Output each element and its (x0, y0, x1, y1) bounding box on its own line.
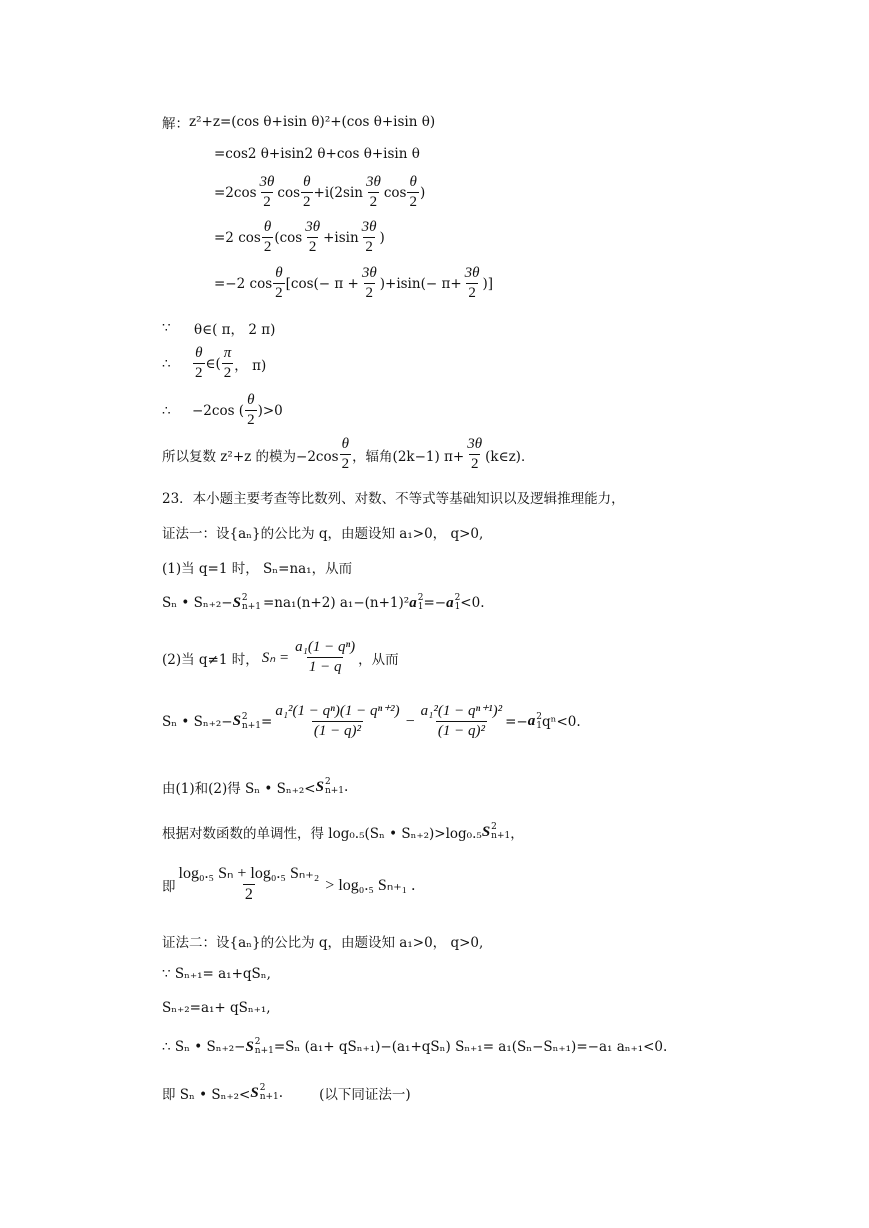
scripts: 2 n+1 (324, 777, 345, 796)
fraction: $\frac{3\theta}{2}$ (467, 436, 483, 472)
case-1-equation (162, 594, 485, 612)
text: . (344, 779, 349, 795)
text: (k∈z)． (485, 448, 535, 465)
text: =− (423, 595, 447, 611)
solution-label: 解： (162, 116, 189, 132)
S-symbol: S (245, 1038, 254, 1055)
text: )>0 (257, 402, 283, 419)
solution-line-5 (214, 266, 493, 301)
text: 证法二：设{aₙ}的公比为 q，由题设知 a₁>0， q>0, (162, 935, 484, 951)
text: (2)当 q≠1 时， (162, 651, 259, 668)
S-symbol: S (315, 778, 324, 795)
text: ，辐角(2k−1) π+ (352, 448, 465, 465)
a-symbol: a (527, 713, 536, 729)
therefore-symbol: ∴ (162, 355, 171, 372)
solution-line-4 (214, 220, 385, 255)
scripts: 2 1 (454, 593, 461, 612)
S-symbol: S (232, 713, 241, 729)
text: 由(1)和(2)得 Sₙ • Sₙ₊₂< (162, 781, 316, 797)
log-fraction: $\frac{\text{log₀.₅ Sₙ + log₀.₅ Sₙ₊₂}}{2}$ (178, 865, 320, 903)
text: [cos(− π + (285, 275, 359, 292)
text: =2cos (214, 184, 257, 201)
text: 根据对数函数的单调性，得 log₀.₅(Sₙ • Sₙ₊₂)>log₀.₅ (162, 826, 482, 842)
text: ∈( (205, 355, 221, 372)
S-symbol: S (481, 823, 491, 840)
fraction: $\frac{\theta}{2}$ (275, 265, 283, 301)
case-2-head (162, 640, 399, 675)
result-line (162, 777, 348, 797)
fraction: $\frac{3\theta}{2}$ (361, 265, 377, 301)
fraction: $\frac{3\theta}{2}$ (259, 174, 275, 210)
text: =−2 cos (214, 275, 273, 292)
fraction: $\frac{3\theta}{2}$ (305, 219, 321, 255)
text: 所以复数 z²+z 的模为−2cos (162, 448, 339, 465)
text: 即 Sₙ • Sₙ₊₂< (162, 1087, 251, 1103)
text: Sₙ = (261, 650, 290, 666)
text: (cos (274, 229, 303, 246)
a-symbol: a (409, 594, 417, 611)
because-symbol: ∵ (162, 320, 171, 336)
fraction: $\frac{\pi}{2}$ (223, 345, 232, 381)
text: +isin (323, 229, 359, 246)
text: =Sₙ (a₁+ qSₙ₊₁)−(a₁+qSₙ) Sₙ₊₁= a₁(Sₙ−Sₙ₊₁)=−a₁ aₙ₊₁<0. (273, 1039, 668, 1055)
fraction: $\frac{3\theta}{2}$ (464, 265, 480, 301)
text: ， (510, 826, 524, 842)
text: ) (419, 184, 426, 201)
proof-2-head (162, 931, 483, 951)
fraction: $\frac{\theta}{2}$ (195, 345, 203, 381)
fraction: $\frac{3\theta}{2}$ (361, 219, 377, 255)
scripts: 2 1 (417, 593, 424, 612)
solution-expression: z²+z=(cos θ+isin θ)²+(cos θ+isin θ) (189, 114, 436, 130)
text: ∵ Sₙ₊₁= a₁+qSₙ, (162, 966, 271, 982)
a-symbol: a (446, 594, 454, 611)
text: ， π) (234, 357, 267, 374)
Sn-formula-fraction: $\frac{\text{a₁(1 − qⁿ)}}{1 - q}$ (295, 639, 356, 675)
fraction: $\frac{\theta}{2}$ (303, 174, 311, 210)
fraction: $\frac{\theta}{2}$ (247, 392, 255, 428)
text: qⁿ<0. (541, 713, 581, 730)
proof-1-head (162, 522, 483, 542)
solution-line-2 (214, 146, 420, 162)
expression: =cos2 θ+isin2 θ+cos θ+isin θ (214, 146, 420, 162)
solution-line-1 (162, 112, 435, 132)
fraction: $\frac{\theta}{2}$ (263, 219, 272, 255)
S-symbol: S (250, 1084, 259, 1101)
therefore-line-2 (162, 393, 283, 428)
text: > log₀.₅ Sₙ₊₁ . (325, 876, 416, 894)
proof-2-end (162, 1083, 411, 1103)
text: −2cos ( (192, 402, 245, 419)
text: +i(2sin (313, 184, 363, 201)
scripts: 2 1 (536, 711, 542, 731)
scripts: 2 n+1 (254, 1037, 274, 1056)
text: Sₙ₊₂=a₁+ qSₙ₊₁, (162, 1000, 271, 1016)
text: cos (277, 184, 301, 201)
text: ) (379, 229, 385, 246)
fraction: $\frac{\theta}{2}$ (341, 436, 350, 472)
text: θ∈( π， 2 π) (194, 322, 276, 338)
text: =2 cos (214, 229, 261, 246)
text: Sₙ • Sₙ₊₂− (162, 595, 233, 611)
scripts: 2 n+1 (491, 822, 511, 841)
fraction: $\frac{\text{a₁²(1 − qⁿ⁺¹)²}}{\text{(1 − q)²}}$ (420, 703, 503, 739)
fraction: $\frac{3\theta}{2}$ (365, 174, 381, 210)
text: )+isin(− π+ (379, 275, 462, 292)
text: ∴ Sₙ • Sₙ₊₂− (162, 1039, 246, 1055)
text: − (405, 712, 415, 730)
text: Sₙ • Sₙ₊₂− (162, 713, 233, 730)
text: =na₁(n+2) a₁−(n+1)² (263, 595, 410, 611)
case-2-equation (162, 704, 581, 739)
text: (1)当 q=1 时， Sₙ=na₁，从而 (162, 561, 353, 577)
because-line (162, 318, 275, 338)
therefore-symbol: ∴ (162, 402, 171, 419)
scripts: 2 n+1 (241, 711, 261, 731)
therefore-line-1 (162, 346, 266, 381)
text: = (261, 713, 273, 730)
text: 23．本小题主要考查等比数列、对数、不等式等基础知识以及逻辑推理能力， (162, 491, 625, 507)
proof-2-line-1 (162, 966, 271, 982)
proof-2-line-2 (162, 1000, 271, 1016)
text: 证法一：设{aₙ}的公比为 q，由题设知 a₁>0， q>0, (162, 526, 484, 542)
log-inequality (162, 866, 415, 903)
case-1-head (162, 557, 352, 577)
scripts: 2 n+1 (259, 1083, 279, 1102)
text: . (278, 1085, 284, 1101)
problem-23-intro (162, 487, 625, 507)
S-symbol: S (232, 594, 241, 611)
proof-2-line-3 (162, 1038, 667, 1056)
text: cos (383, 184, 407, 201)
monotonic-line (162, 822, 524, 842)
text: <0. (460, 595, 485, 611)
text: 即 (162, 878, 176, 895)
fraction: $\frac{\theta}{2}$ (409, 174, 417, 210)
text: =− (505, 713, 528, 730)
scripts: 2 n+1 (241, 593, 261, 612)
text: ，从而 (358, 651, 399, 668)
text: )] (482, 275, 494, 292)
note: (以下同证法一) (319, 1087, 411, 1103)
solution-line-3 (214, 175, 425, 210)
conclusion-line (162, 437, 534, 472)
fraction: $\frac{\text{a₁²(1 − qⁿ)(1 − qⁿ⁺²)}}{\text{(1 − q)²}}$ (275, 703, 400, 739)
